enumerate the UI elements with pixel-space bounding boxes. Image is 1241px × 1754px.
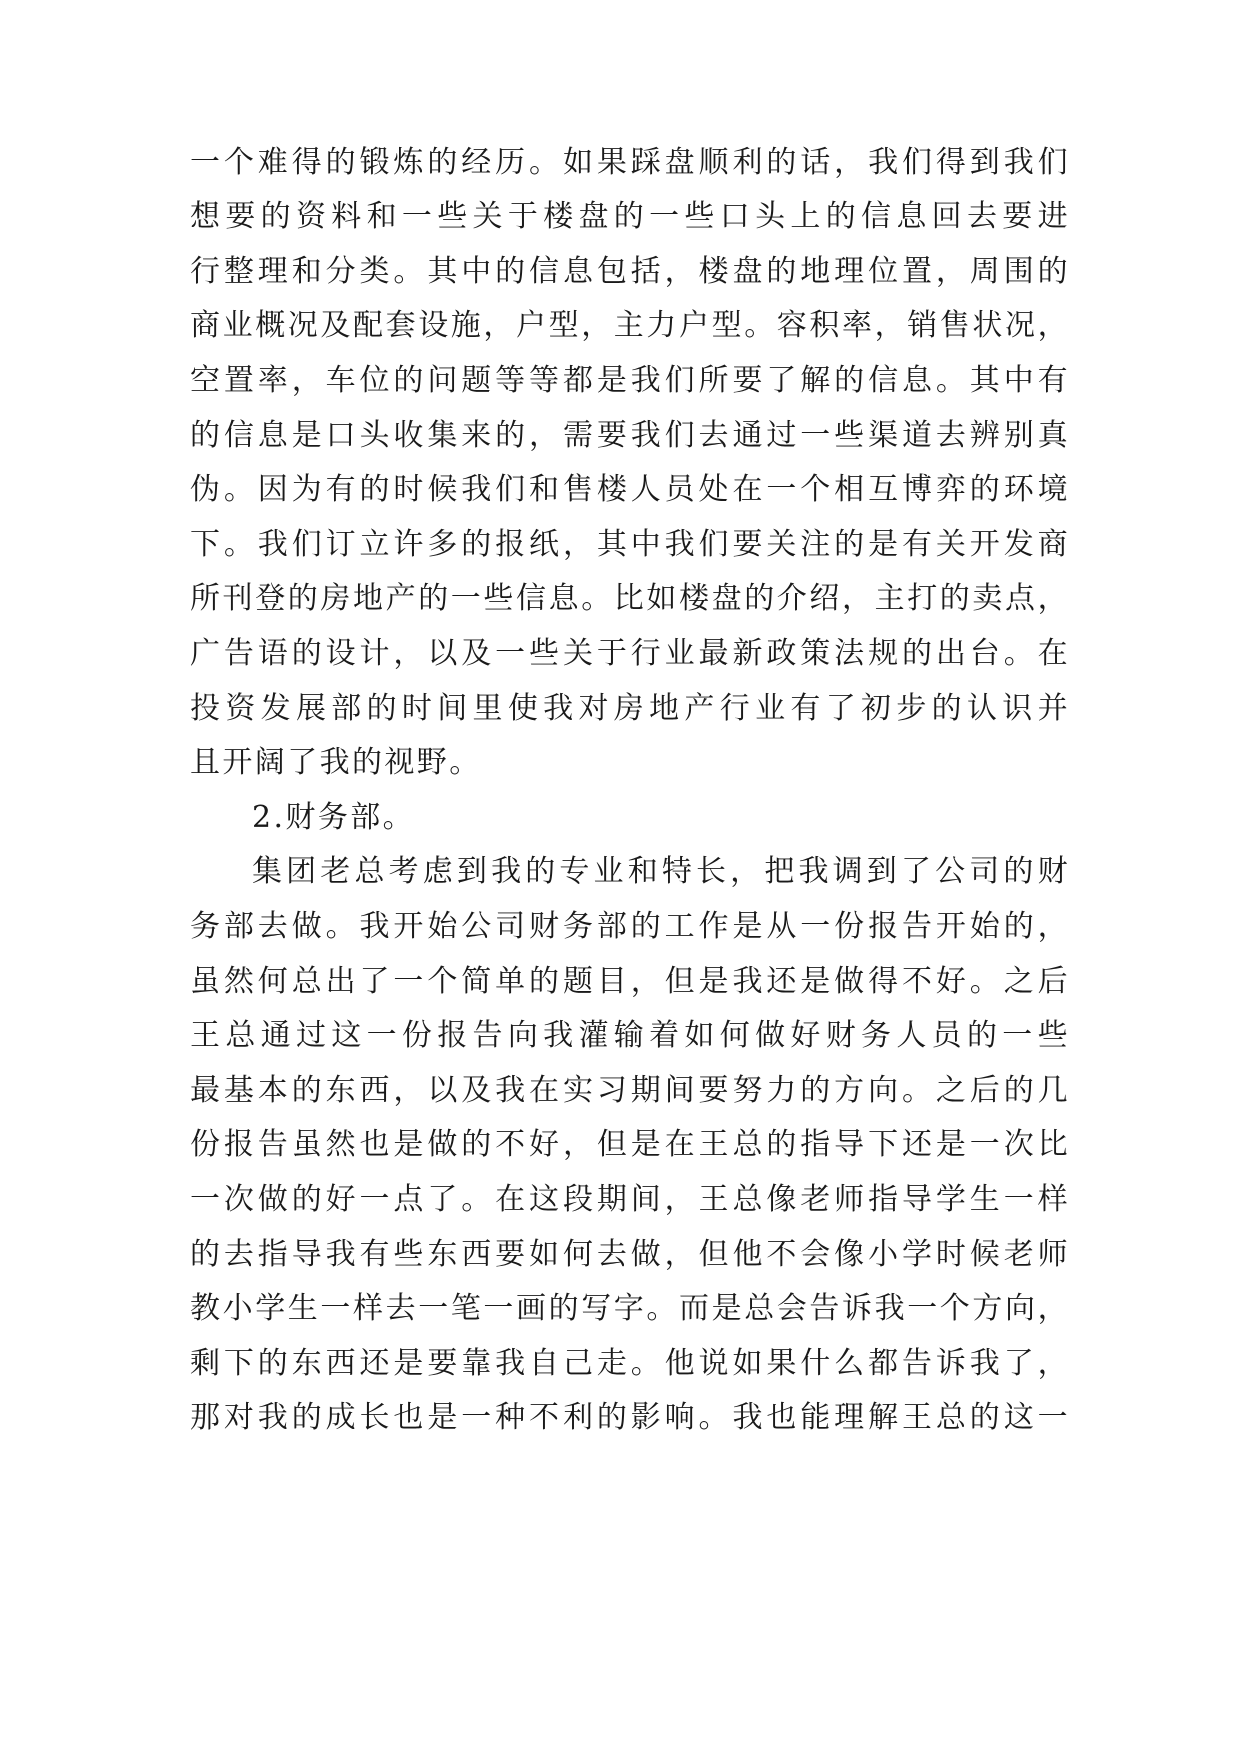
- text-line: 投资发展部的时间里使我对房地产行业有了初步的认识并: [190, 691, 1070, 726]
- text-line: 一个难得的锻炼的经历。如果踩盘顺利的话，我们得到我们: [190, 145, 1070, 180]
- text-line: 广告语的设计，以及一些关于行业最新政策法规的出台。在: [190, 636, 1070, 671]
- text-line: 商业概况及配套设施，户型，主力户型。容积率，销售状况，: [190, 308, 1070, 343]
- text-line: 那对我的成长也是一种不利的影响。我也能理解王总的这一: [190, 1400, 1070, 1435]
- text-line: 集团老总考虑到我的专业和特长，把我调到了公司的财: [252, 854, 1070, 889]
- text-line: 的去指导我有些东西要如何去做，但他不会像小学时候老师: [190, 1237, 1070, 1272]
- section-heading: 2.财务部。: [252, 800, 416, 835]
- text-line: 一次做的好一点了。在这段期间，王总像老师指导学生一样: [190, 1182, 1070, 1217]
- text-line: 最基本的东西，以及我在实习期间要努力的方向。之后的几: [190, 1073, 1070, 1108]
- text-line: 份报告虽然也是做的不好，但是在王总的指导下还是一次比: [190, 1127, 1070, 1162]
- text-line: 的信息是口头收集来的，需要我们去通过一些渠道去辨别真: [190, 418, 1070, 453]
- text-line: 空置率，车位的问题等等都是我们所要了解的信息。其中有: [190, 363, 1070, 398]
- text-line: 行整理和分类。其中的信息包括，楼盘的地理位置，周围的: [190, 254, 1070, 289]
- text-line: 且开阔了我的视野。: [190, 745, 482, 780]
- text-line: 务部去做。我开始公司财务部的工作是从一份报告开始的，: [190, 909, 1070, 944]
- text-line: 所刊登的房地产的一些信息。比如楼盘的介绍，主打的卖点，: [190, 581, 1070, 616]
- text-line: 虽然何总出了一个简单的题目，但是我还是做得不好。之后: [190, 964, 1070, 999]
- text-line: 伪。因为有的时候我们和售楼人员处在一个相互博弈的环境: [190, 472, 1070, 507]
- text-line: 剩下的东西还是要靠我自己走。他说如果什么都告诉我了，: [190, 1346, 1070, 1381]
- text-line: 下。我们订立许多的报纸，其中我们要关注的是有关开发商: [190, 527, 1070, 562]
- text-line: 王总通过这一份报告向我灌输着如何做好财务人员的一些: [190, 1018, 1070, 1053]
- text-line: 教小学生一样去一笔一画的写字。而是总会告诉我一个方向，: [190, 1291, 1070, 1326]
- text-line: 想要的资料和一些关于楼盘的一些口头上的信息回去要进: [190, 199, 1070, 234]
